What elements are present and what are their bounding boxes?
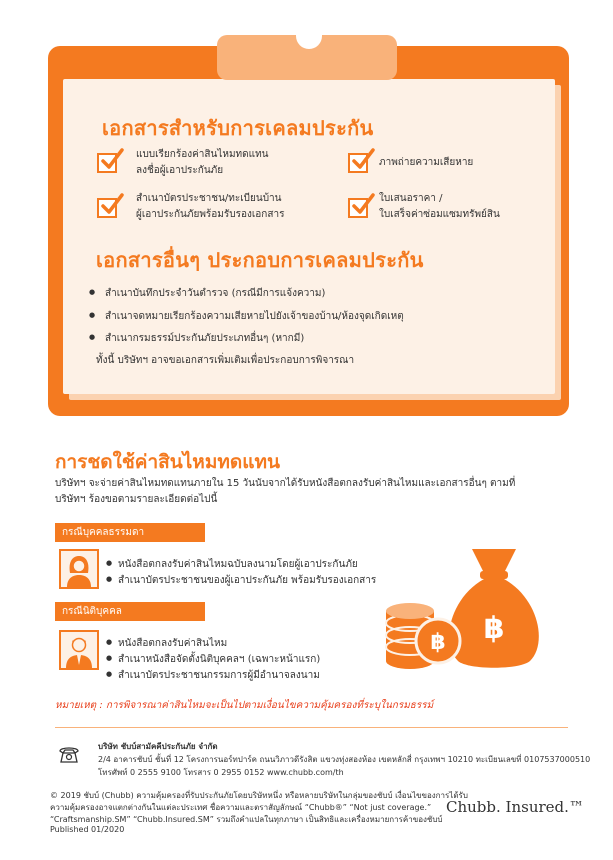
chubb-logo: Chubb. Insured.™ [446, 798, 584, 816]
juristic-label: กรณีนิติบุคคล [55, 602, 205, 621]
footer-line: “Craftsmanship.SM” “Chubb.Insured.SM” รวมถึงคำแปลในทุกภาษา เป็นสิทธิและเครื่องหมายการค้าของชับบ์ [50, 815, 443, 824]
money-bag-icon [380, 543, 570, 673]
contact-phone: โทรศัพท์ 0 2555 9100 โทรสาร 0 2955 0152 www.chubb.com/th [98, 768, 344, 777]
svg-text:฿: ฿ [483, 611, 505, 646]
documents-title: เอกสารสำหรับการเคลมประกัน [102, 116, 374, 140]
juristic-item: ● หนังสือตกลงรับค่าสินไหม [106, 636, 227, 651]
other-documents-note: ทั้งนี้ บริษัทฯ อาจขอเอกสารเพิ่มเติมเพื่อประกอบการพิจารณา [96, 355, 355, 366]
juristic-item: ● สำเนาบัตรประชาชนกรรมการผู้มีอำนาจลงนาม [106, 668, 320, 683]
doc-item-id-card [136, 191, 284, 223]
contact-company: บริษัท ชับบ์สามัคคีประกันภัย จำกัด [98, 742, 218, 751]
checkmark-icon [348, 196, 372, 218]
doc-item-claim-form [136, 147, 269, 179]
doc-item-quotation-l1: ใบเสนอราคา / [379, 193, 443, 204]
other-documents-title: เอกสารอื่นๆ ประกอบการเคลมประกัน [96, 248, 424, 272]
checkmark-icon [97, 151, 121, 173]
doc-item-quotation-l2: ใบเสร็จค่าซ่อมแซมทรัพย์สิน [379, 209, 500, 220]
checkmark-icon [97, 196, 121, 218]
other-doc-item: ● สำเนากรมธรรม์ประกันภัยประเภทอื่นๆ (หากมี) [91, 331, 304, 346]
compensation-intro: บริษัทฯ จะจ่ายค่าสินไหมทดแทนภายใน 15 วันนับจากได้รับหนังสือตกลงรับค่าสินไหมและเอกสารอื่นๆ ตามที่บริษัทฯ ร้องขอตามรายละเอียดต่อไปนี้ [55, 478, 516, 505]
woman-avatar-icon [59, 549, 99, 589]
other-doc-item: ● สำเนาจดหมายเรียกร้องความเสียหายไปยังเจ้าของบ้าน/ห้องจุดเกิดเหตุ [91, 309, 404, 324]
doc-item-photos: ภาพถ่ายความเสียหาย [379, 157, 474, 168]
svg-text:฿: ฿ [430, 630, 446, 655]
contact-address: 2/4 อาคารชับบ์ ชั้นที่ 12 โครงการนอร์ทปาร์ค ถนนวิภาวดีรังสิต แขวงทุ่งสองห้อง เขตหลักสี่ กรุงเทพฯ 10210 ทะเบียนเลขที่ 0107537000510 [98, 755, 591, 764]
doc-item-id-card-l1: สำเนาบัตรประชาชน/ทะเบียนบ้าน [136, 193, 282, 204]
individual-label: กรณีบุคคลธรรมดา [55, 523, 205, 542]
doc-item-id-card-l2: ผู้เอาประกันภัยพร้อมรับรองเอกสาร [136, 209, 285, 220]
doc-item-claim-form-l1: แบบเรียกร้องค่าสินไหมทดแทน [136, 149, 269, 160]
footer-published: Published 01/2020 [50, 825, 125, 834]
doc-item-quotation [379, 191, 500, 223]
phone-icon [58, 743, 80, 765]
divider [55, 727, 568, 728]
individual-item: ● หนังสือตกลงรับค่าสินไหมฉบับลงนามโดยผู้เอาประกันภัย [106, 557, 358, 572]
doc-item-claim-form-l2: ลงชื่อผู้เอาประกันภัย [136, 165, 224, 176]
remark-note: หมายเหตุ : การพิจารณาค่าสินไหมจะเป็นไปตามเงื่อนไขความคุ้มครองที่ระบุในกรมธรรม์ [55, 700, 434, 711]
juristic-item: ● สำเนาหนังสือจัดตั้งนิติบุคคลฯ (เฉพาะหน้าแรก) [106, 652, 320, 667]
compensation-title: การชดใช้ค่าสินไหมทดแทน [55, 451, 280, 473]
businessman-avatar-icon [59, 630, 99, 670]
checkmark-icon [348, 151, 372, 173]
footer-line: © 2019 ชับบ์ (Chubb) ความคุ้มครองที่รับประกันภัยโดยบริษัทหนึ่ง หรือหลายบริษัทในกลุ่มของชับบ์ เงื่อนไขของการได้รับ [50, 791, 468, 800]
footer-line: ความคุ้มครองอาจแตกต่างกันในแต่ละประเทศ ชื่อความและตราสัญลักษณ์ “Chubb®” “Not just coverage.” [50, 803, 432, 812]
other-doc-item: ● สำเนาบันทึกประจำวันตำรวจ (กรณีมีการแจ้งความ) [91, 286, 325, 301]
individual-item: ● สำเนาบัตรประชาชนของผู้เอาประกันภัย พร้อมรับรองเอกสาร [106, 573, 376, 588]
